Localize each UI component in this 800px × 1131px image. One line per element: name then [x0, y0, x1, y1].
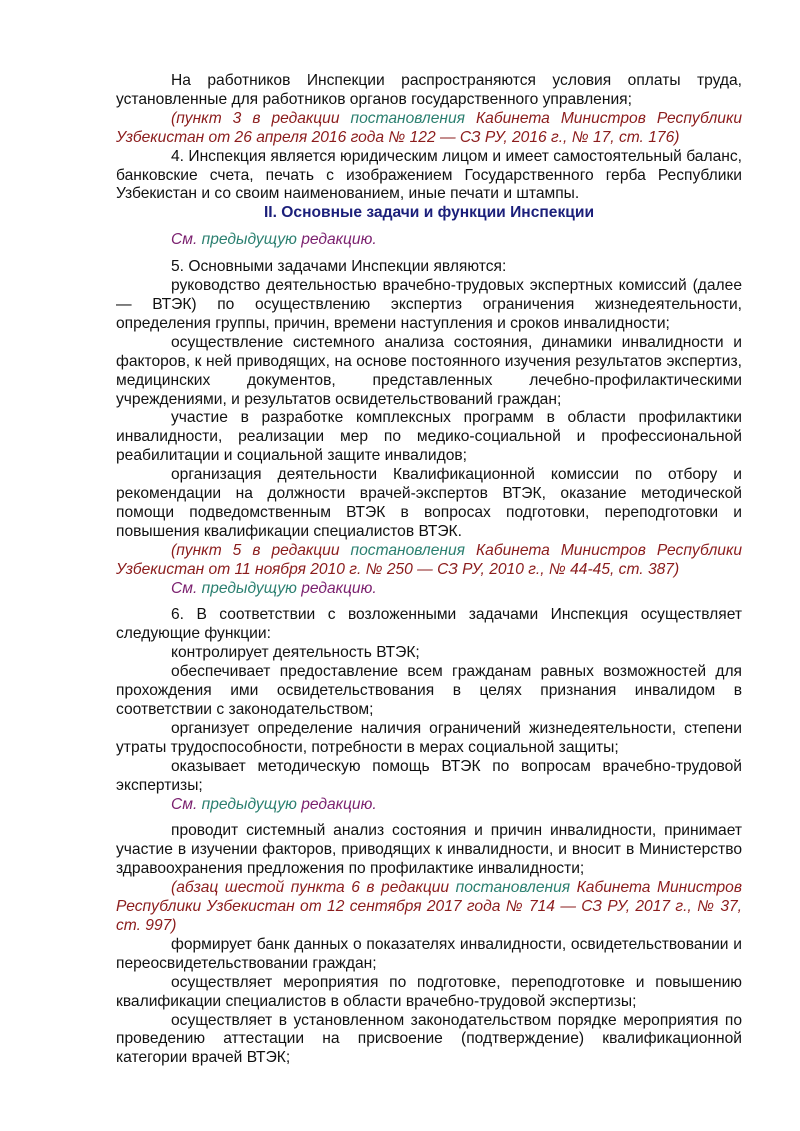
paragraph-task: руководство деятельностью врачебно-трудовых экспертных комиссий (далее — ВТЭК) по осуществлению экспертиз ограничения жизнедеятельности, определения группы, причин, времени наступления и сроков инвалидности; — [116, 277, 742, 332]
previous-edition-link[interactable]: предыдущую — [201, 231, 297, 249]
see-text: См. — [171, 579, 202, 597]
paragraph-pay-conditions: На работников Инспекции распространяются условия оплаты труда, установленные для работников органов государственного управления; — [116, 72, 742, 108]
paragraph-function: оказывает методическую помощь ВТЭК по вопросам врачебно-трудовой экспертизы; — [116, 757, 742, 794]
resolution-link[interactable]: постановления — [350, 541, 465, 559]
paragraph-legal-entity: 4. Инспекция является юридическим лицом и имеет самостоятельный баланс, банковские счета, печать с изображением Государственного герба Республики Узбекистан и со своим наименованием, иные печати и штампы. — [116, 147, 742, 203]
see-text: редакцию. — [296, 579, 377, 597]
note-text: (пункт 3 в редакции — [171, 109, 351, 127]
resolution-link[interactable]: постановления — [455, 879, 571, 897]
see-text: редакцию. — [296, 795, 377, 813]
paragraph-function: формирует банк данных о показателях инвалидности, освидетельствовании и переосвидетельствовании граждан; — [116, 935, 742, 972]
paragraph-function: проводит системный анализ состояния и причин инвалидности, принимает участие в изучении факторов, приводящих к инвалидности, и вносит в Министерство здравоохранения предложения по профилактике инвалидности; — [116, 822, 742, 878]
see-text: См. — [171, 795, 202, 813]
previous-edition-link[interactable]: предыдущую — [201, 795, 297, 813]
paragraph-function: организует определение наличия ограничений жизнедеятельности, степени утраты трудоспособности, потребности в мерах социальной защиты; — [116, 719, 742, 756]
see-text: См. — [171, 231, 202, 249]
see-previous-edition — [116, 580, 742, 599]
amendment-note — [116, 110, 742, 148]
see-text: редакцию. — [296, 231, 377, 249]
resolution-link[interactable]: постановления — [350, 109, 465, 127]
note-text: (абзац шестой пункта 6 в редакции — [171, 879, 456, 897]
paragraph-function: осуществляет в установленном законодательством порядке мероприятия по проведению аттестации на присвоение (подтверждение) квалификационной категории врачей ВТЭК; — [116, 1011, 742, 1067]
amendment-note — [116, 879, 742, 936]
paragraph-task: участие в разработке комплексных программ в области профилактики инвалидности, реализации мер по медико-социальной и профессиональной реабилитации и социальной защите инвалидов; — [116, 409, 742, 465]
paragraph-task: осуществление системного анализа состояния, динамики инвалидности и факторов, к ней приводящих, на основе постоянного изучения результатов экспертиз, медицинских документов, представленных лечебно-профилактическими учреждениями, и результатов освидетельствований граждан; — [116, 333, 742, 408]
section-heading: II. Основные задачи и функции Инспекции — [263, 204, 595, 222]
previous-edition-link[interactable]: предыдущую — [201, 579, 297, 597]
paragraph-task: организация деятельности Квалификационной комиссии по отбору и рекомендации на должности врачей-экспертов ВТЭК, оказание методической помощи подведомственным ВТЭК в вопросах подготовки, переподготовки и повышения квалификации специалистов ВТЭК. — [116, 466, 742, 540]
note-text: (пункт 5 в редакции — [171, 541, 351, 559]
document-page — [116, 72, 742, 1068]
paragraph-function: осуществляет мероприятия по подготовке, переподготовке и повышению квалификации специалистов в области врачебно-трудовой экспертизы; — [116, 973, 742, 1010]
paragraph-function: контролирует деятельность ВТЭК; — [171, 644, 420, 662]
see-previous-edition — [116, 796, 742, 815]
note-text: Кабинета Министров Республики Узбекистан от 12 сентября 2017 года № 714 — СЗ РУ, 2017 г., № 37, ст. 997) — [116, 879, 742, 934]
paragraph-main-tasks: 5. Основными задачами Инспекции являются: — [171, 258, 507, 276]
note-text: Кабинета Министров Республики Узбекистан от 11 ноября 2010 г. № 250 — СЗ РУ, 2010 г., № 44-45, ст. 387) — [116, 541, 742, 578]
amendment-note — [116, 542, 742, 580]
see-previous-edition — [116, 231, 742, 250]
paragraph-functions: 6. В соответствии с возложенными задачами Инспекция осуществляет следующие функции: — [116, 606, 742, 643]
paragraph-function: обеспечивает предоставление всем гражданам равных возможностей для прохождения ими освидетельствования в целях признания инвалидом в соответствии с законодательством; — [116, 663, 742, 718]
note-text: Кабинета Министров Республики Узбекистан от 26 апреля 2016 года № 122 — СЗ РУ, 2016 г., № 17, ст. 176) — [116, 109, 742, 146]
